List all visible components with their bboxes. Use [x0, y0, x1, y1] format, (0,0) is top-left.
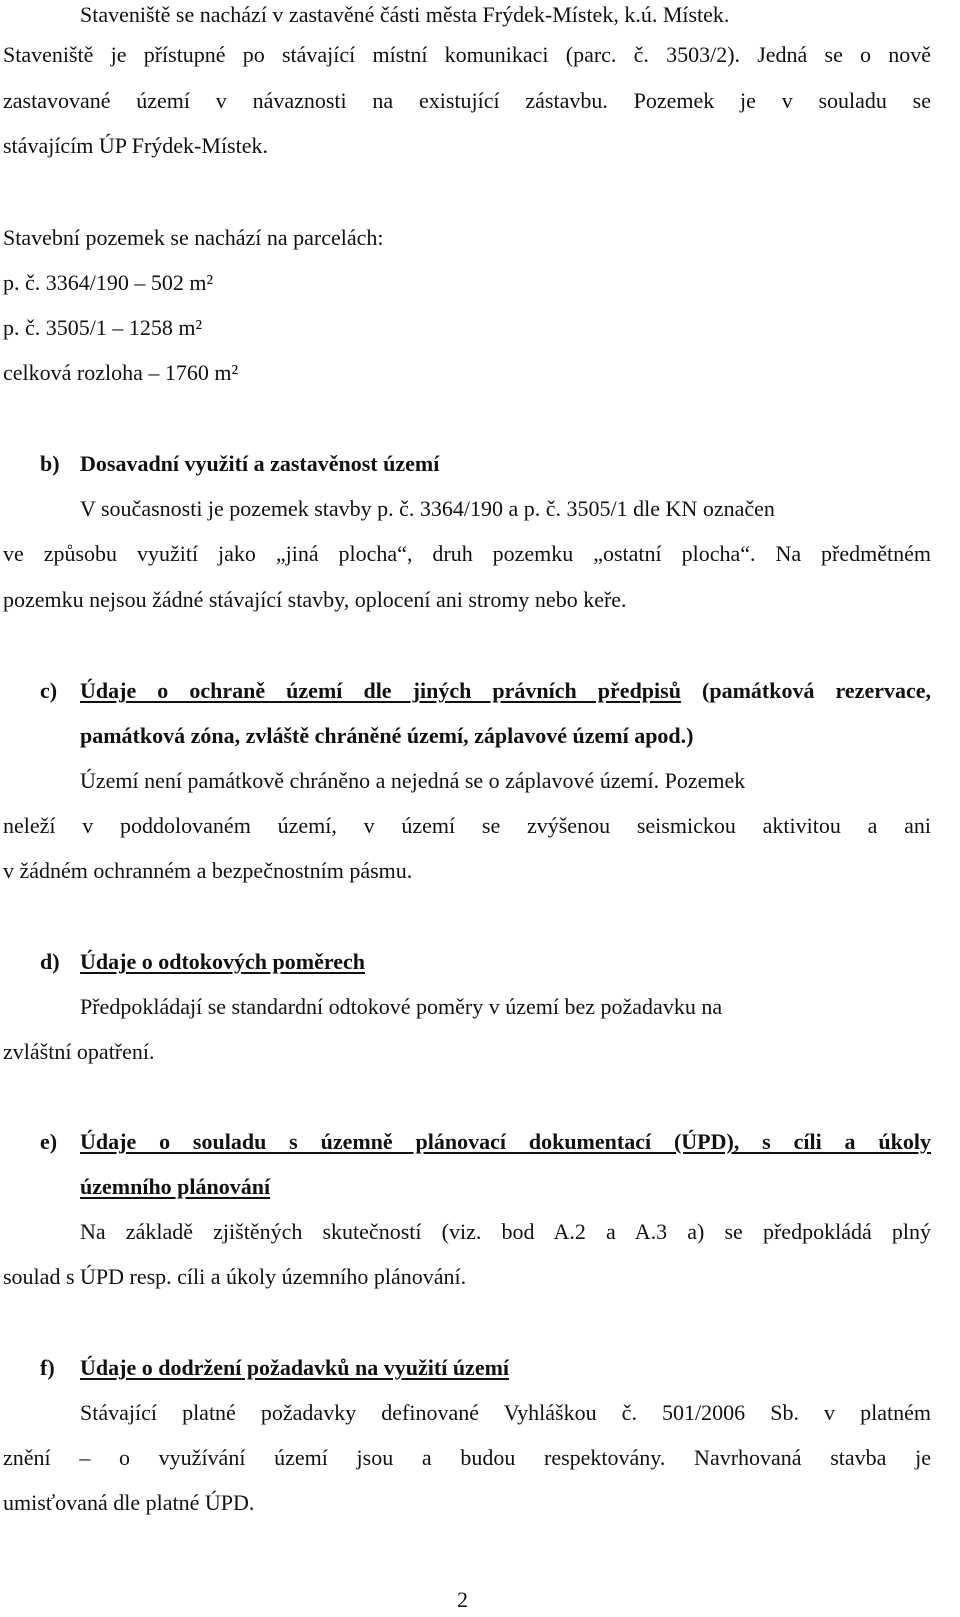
- section-f-text-2: znění – o využívání území jsou a budou respektovány. Navrhovaná stavba je: [3, 1445, 931, 1470]
- section-b-marker: b): [40, 451, 60, 476]
- intro-line-4: stávajícím ÚP Frýdek-Místek.: [3, 133, 268, 158]
- section-b-text-1: V současnosti je pozemek stavby p. č. 3364/190 a p. č. 3505/1 dle KN označen: [80, 496, 775, 521]
- section-d-text-1: Předpokládají se standardní odtokové poměry v území bez požadavku na: [80, 994, 723, 1019]
- parcels-total: celková rozloha – 1760 m²: [3, 360, 239, 385]
- section-c-title-2: památková zóna, zvláště chráněné území, záplavové území apod.): [80, 723, 694, 748]
- section-b-text-2: ve způsobu využití jako „jiná plocha“, druh pozemku „ostatní plocha“. Na předmětném: [3, 541, 931, 566]
- intro-line-2: Staveniště je přístupné po stávající místní komunikaci (parc. č. 3503/2). Jedná se o nově: [3, 42, 931, 67]
- section-c-text-3: v žádném ochranném a bezpečnostním pásmu.: [3, 858, 413, 883]
- section-f-text-1: Stávající platné požadavky definované Vyhláškou č. 501/2006 Sb. v platném: [80, 1400, 931, 1425]
- page-number: 2: [457, 1587, 468, 1612]
- section-f-text-3: umisťovaná dle platné ÚPD.: [3, 1490, 255, 1515]
- parcel-2: p. č. 3505/1 – 1258 m²: [3, 315, 203, 340]
- section-e-text-1: Na základě zjištěných skutečností (viz. bod A.2 a A.3 a) se předpokládá plný: [80, 1219, 931, 1244]
- intro-line-3: zastavované území v návaznosti na existující zástavbu. Pozemek je v souladu se: [3, 88, 931, 113]
- section-b-title: Dosavadní využití a zastavěnost území: [80, 451, 440, 476]
- section-f-title: Údaje o dodržení požadavků na využití území: [80, 1355, 510, 1380]
- section-d-marker: d): [40, 949, 60, 974]
- section-e-text-2: soulad s ÚPD resp. cíli a úkoly územního plánování.: [3, 1264, 467, 1289]
- section-d-text-2: zvláštní opatření.: [3, 1039, 155, 1064]
- section-c-text-2: neleží v poddolovaném území, v území se zvýšenou seismickou aktivitou a ani: [3, 813, 931, 838]
- section-e-marker: e): [40, 1129, 58, 1154]
- section-e-title-1: Údaje o souladu s územně plánovací dokumentací (ÚPD), s cíli a úkoly: [80, 1129, 931, 1154]
- section-c-title-1: [80, 676, 931, 706]
- intro-line-1: Staveniště se nachází v zastavěné části města Frýdek-Místek, k.ú. Místek.: [80, 2, 730, 27]
- section-c-marker: c): [40, 678, 58, 703]
- section-b-text-3: pozemku nejsou žádné stávající stavby, oplocení ani stromy nebo keře.: [3, 587, 627, 612]
- section-c-title-underlined: Údaje o ochraně území dle jiných právních předpisů: [80, 678, 681, 703]
- section-e-title-2: územního plánování: [80, 1174, 271, 1199]
- parcels-heading: Stavební pozemek se nachází na parcelách:: [3, 225, 384, 250]
- section-f-marker: f): [40, 1355, 55, 1380]
- section-c-text-1: Území není památkově chráněno a nejedná se o záplavové území. Pozemek: [80, 768, 746, 793]
- section-c-title-rest: (památková rezervace,: [680, 678, 931, 703]
- section-d-title: Údaje o odtokových poměrech: [80, 949, 365, 974]
- parcel-1: p. č. 3364/190 – 502 m²: [3, 270, 214, 295]
